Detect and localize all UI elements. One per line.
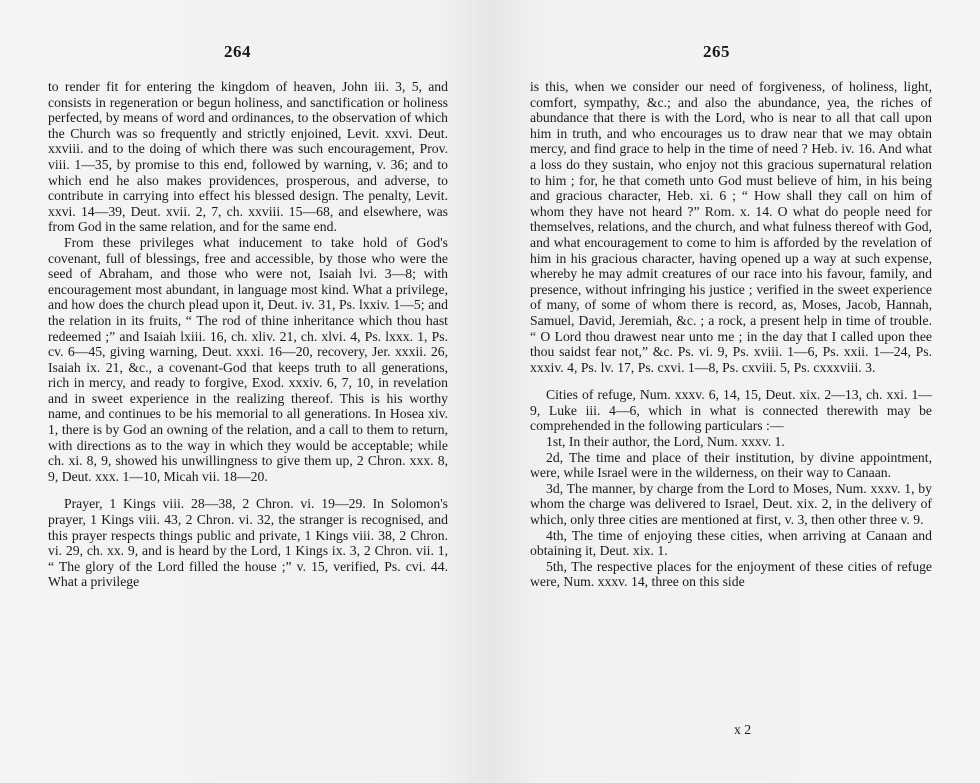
section-gap — [48, 484, 448, 496]
signature-mark: x 2 — [734, 722, 752, 737]
paragraph: Cities of refuge, Num. xxxv. 6, 14, 15, Deut. xix. 2—13, ch. xxi. 1—9, Luke iii. 4—6, which in what is connected therewith may be comprehended in the following particulars :— — [530, 387, 932, 434]
paragraph: to render fit for entering the kingdom of heaven, John iii. 3, 5, and consists in regeneration or begun holiness, and sanctification or holiness perfected, by means of word and ordinances, to the observation of which the Church was so frequently and strictly enjoined, Levit. xxvi. Deut. xxviii. and to the doing of which there was such encouragement, Prov. viii. 1—35, by promise to this end, followed by warning, v. 36; and to which end he also makes providences, prosperous, and adverse, to contribute in carrying into effect his blessed design. The penalty, Levit. xxvi. 14—39, Deut. xvii. 2, 7, ch. xxviii. 15—68, and elsewhere, was from God in the same relation, and for the same end. — [48, 79, 448, 235]
section-gap — [530, 375, 932, 387]
list-item: 3d, The manner, by charge from the Lord to Moses, Num. xxxv. 1, by whom the charge was delivered to Israel, Deut. xix. 2, in the delivery of which, only three cities are mentioned at first, v. 3, then other three v. 9. — [530, 480, 932, 528]
right-page — [490, 0, 980, 783]
page-number: 264 — [224, 42, 251, 61]
page-body — [530, 79, 932, 590]
list-item: 2d, The time and place of their institution, by divine appointment, were, while Israel were in the wilderness, on their way to Canaan. — [530, 449, 932, 481]
list-item: 4th, The time of enjoying these cities, when arriving at Canaan and obtaining it, Deut. xix. 1. — [530, 527, 932, 559]
list-item: 5th, The respective places for the enjoyment of these cities of refuge were, Num. xxxv. 14, three on this side — [530, 558, 932, 590]
paragraph: Prayer, 1 Kings viii. 28—38, 2 Chron. vi. 19—29. In Solomon's prayer, 1 Kings viii. 43, 2 Chron. vi. 32, the stranger is recognised, and this prayer respects things public and private, 1 Kings viii. 38, 2 Chron. vi. 29, ch. xx. 9, and is heard by the Lord, 1 Kings ix. 3, 2 Chron. vii. 1, “ The glory of the Lord filled the house ;” v. 15, verified, Ps. cvi. 44. What a privilege — [48, 496, 448, 590]
list-item: 1st, In their author, the Lord, Num. xxxv. 1. — [546, 434, 785, 450]
paragraph: From these privileges what inducement to take hold of God's covenant, full of blessings, free and accessible, by those who were the seed of Abraham, and those who were not, Isaiah lvi. 3—8; with encouragement most abundant, in language most kind. What a privilege, and how does the church plead upon it, Deut. iv. 31, Ps. lxxiv. 1—5; and the relation in its fruits, “ The rod of thine inheritance which thou hast redeemed ;” and Isaiah lxiii. 16, ch. xliv. 21, ch. xlvi. 4, Ps. lxxx. 1, Ps. cv. 6—45, giving warning, Deut. xxxi. 16—20, recovery, Jer. xxxii. 26, Isaiah ix. 21, &c., a covenant-God that keeps truth to all generations, rich in mercy, and ready to forgive, Exod. xxxiv. 6, 7, 10, in revelation and in sweet experience in the realizing thereof. This is his worthy name, and continues to be his memorial to all generations. In Hosea xiv. 1, there is by God an owning of the relation, and a call to them to return, with directions as to the way in which they would be acceptable; while ch. xi. 8, 9, showed his unwillingness to give them up, 2 Chron. xxx. 8, 9, Deut. xxx. 1—10, Micah vii. 18—20. — [48, 234, 448, 484]
page-body — [48, 79, 448, 590]
page-number: 265 — [703, 42, 730, 61]
paragraph: is this, when we consider our need of forgiveness, of holiness, light, comfort, sympathy, &c.; and also the abundance, yea, the riches of abundance that there is with the Lord, who is near to all that call upon him in truth, and who encourages us to draw near that we may obtain mercy, and find grace to help in the time of need ? Heb. iv. 16. And what a loss do they sustain, who enjoy not this gracious supernatural relation to him ; for, he that cometh unto God must believe of him, in his being and gracious character, Heb. xi. 6 ; “ How shall they call on him of whom they have not heard ?” Rom. x. 14. O what do people need for themselves, relations, and the church, and what fulness thereof with God, and what encouragement to come to him is afforded by the revelation of him in his gracious character, having opened up a way at such expense, whereby he may admit creatures of our race into his favour, family, and presence, without infringing his justice ; verified in the sweet experience of many, of some of whom there is record, as, Moses, Jacob, Hannah, Samuel, David, Jeremiah, &c. ; a rock, a present help in time of trouble. “ O Lord thou drawest near unto me ; in the day that I called upon thee thou saidst fear not,” &c. Ps. vi. 9, Ps. xviii. 1—6, Ps. xxii. 1—24, Ps. xxxiv. 4, Ps. lv. 17, Ps. cxvi. 1—8, Ps. cxviii. 5, Ps. cxxxviii. 3. — [530, 79, 932, 375]
